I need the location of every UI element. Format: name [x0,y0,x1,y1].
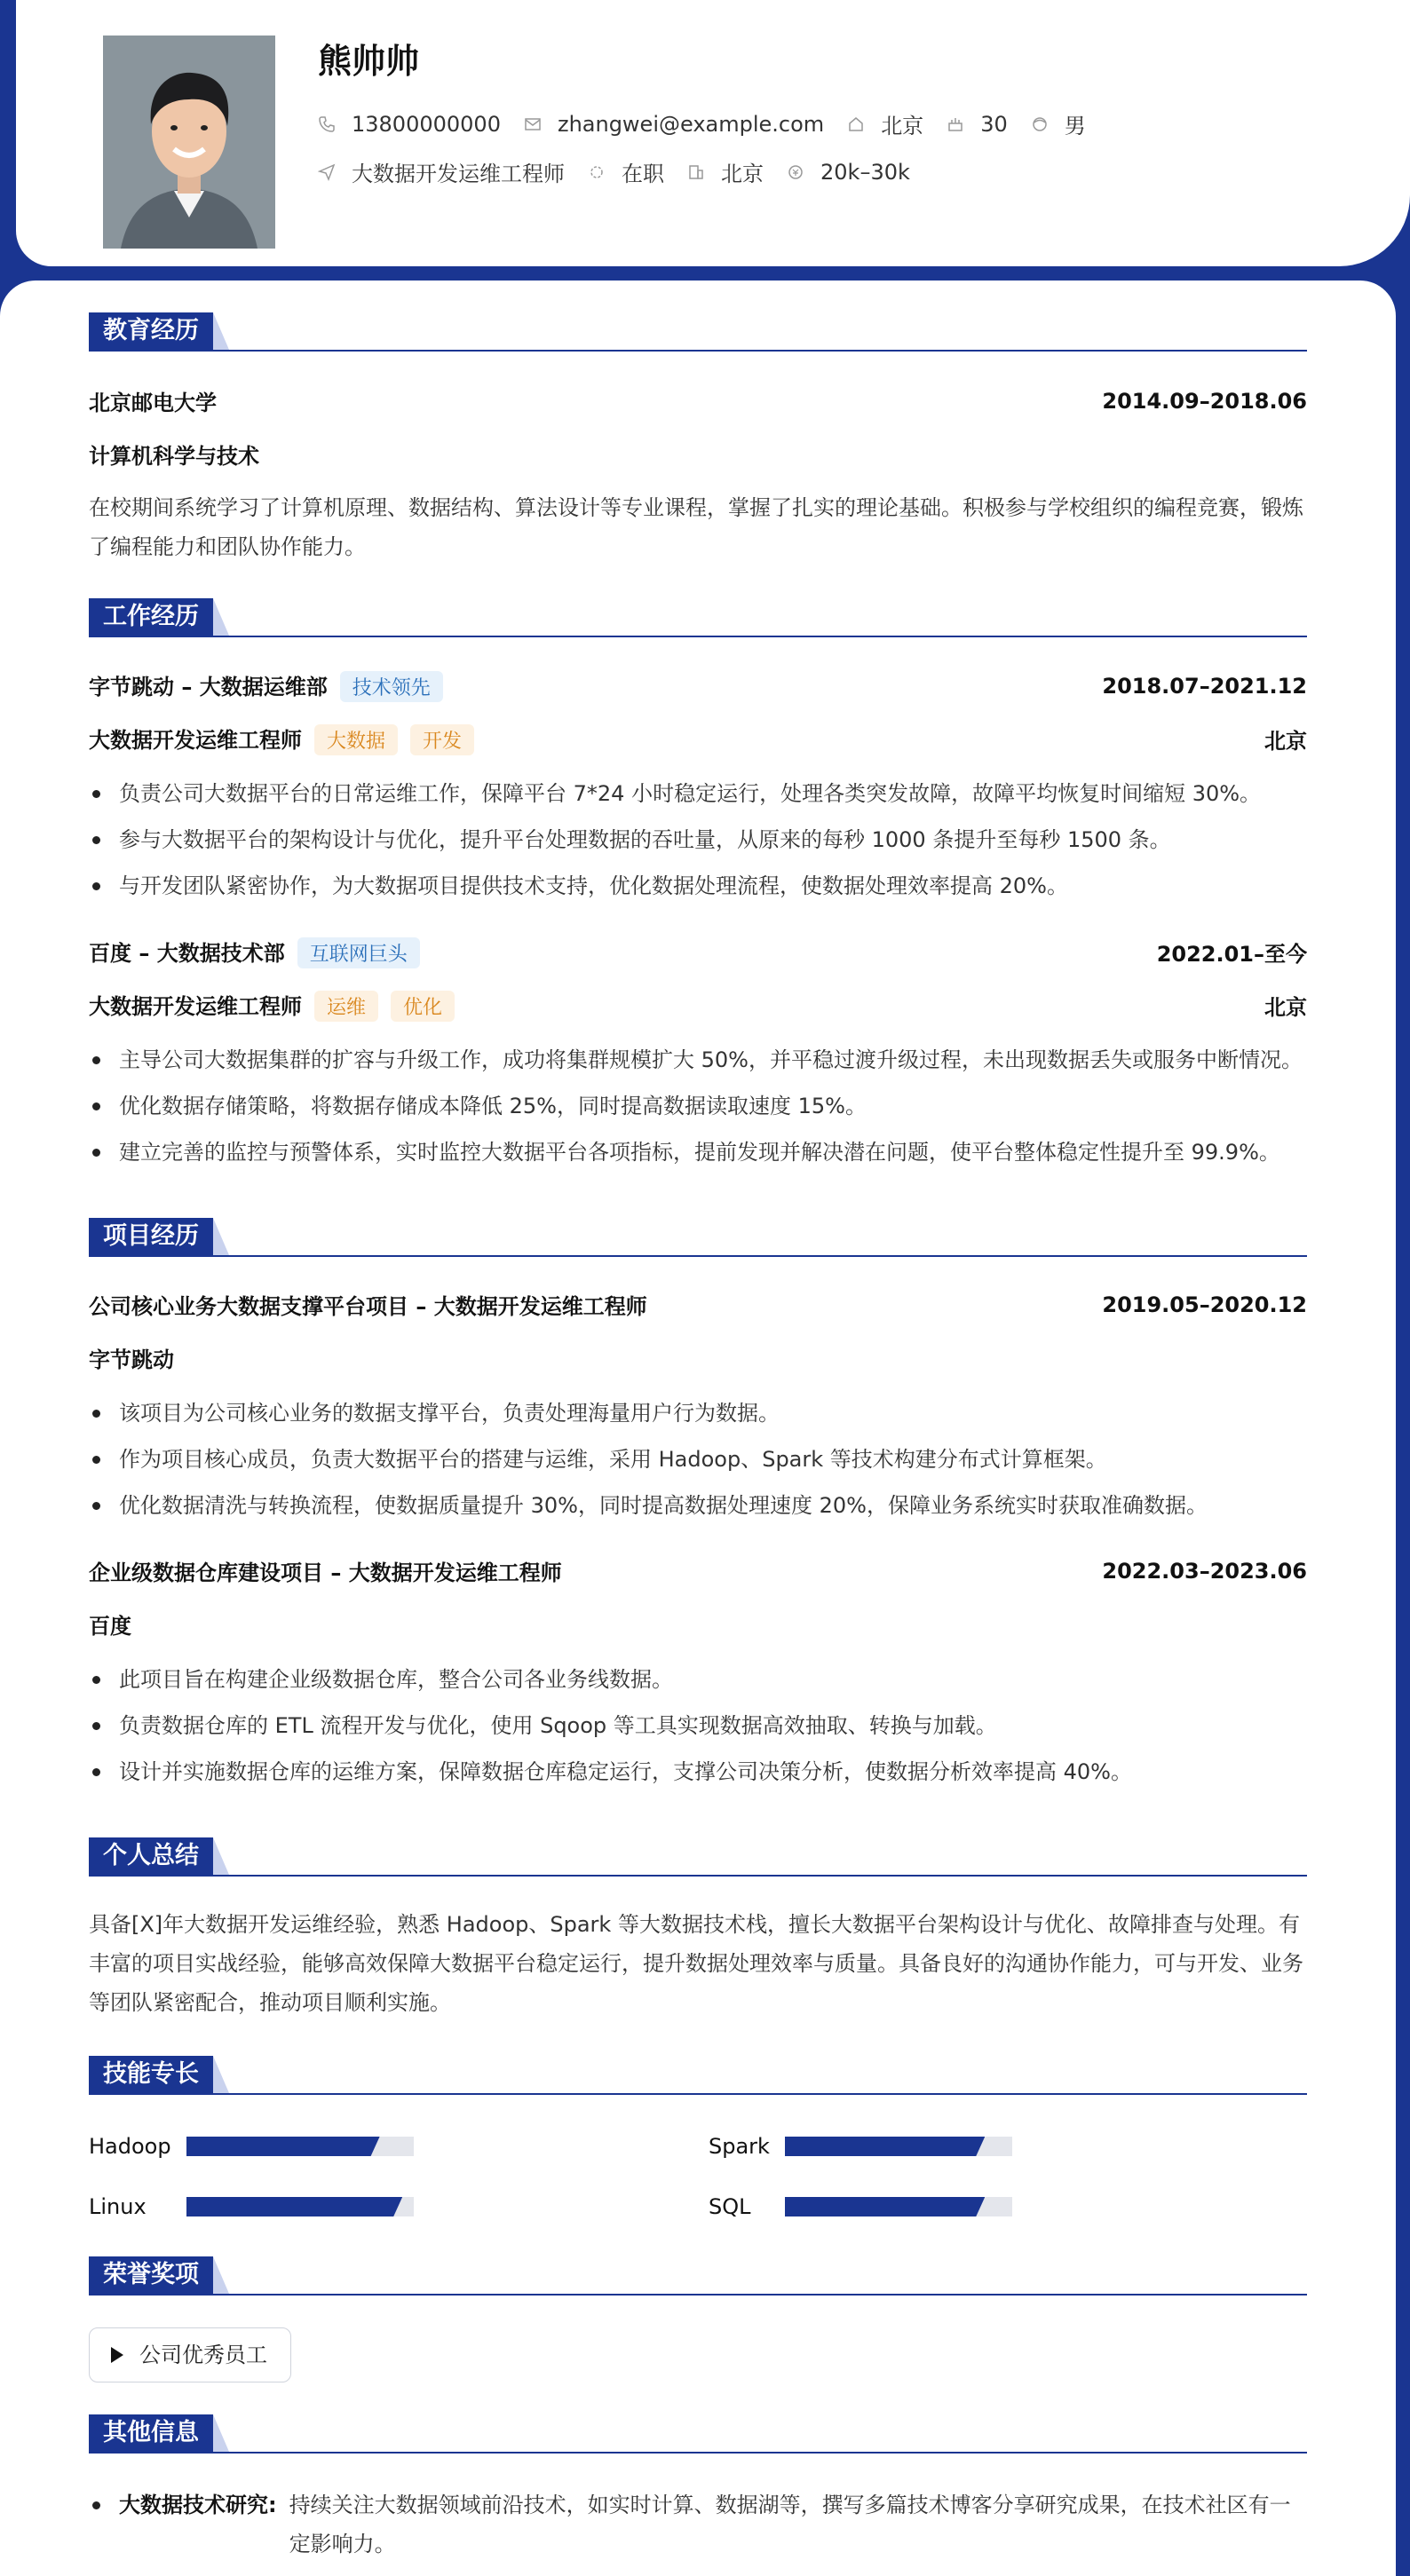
section-title: 荣誉奖项 [89,2256,213,2294]
target-city-item [687,156,764,187]
home-icon [847,115,865,133]
cake-icon [947,115,964,133]
skill-bar [186,2137,414,2156]
school-name: 北京邮电大学 [89,391,217,415]
skill-bar [785,2197,1012,2216]
project-company-row [89,1608,1307,1640]
city-text: 北京 [881,114,924,138]
list-item: 参与大数据平台的架构设计与优化，提升平台处理数据的吞吐量，从原来的每秒 1000 条提升至每秒 1500 条。 [89,817,1307,863]
bullet-dot [89,2485,119,2564]
work-role-row [89,989,1307,1022]
list-item: 该项目为公司核心业务的数据支撑平台，负责处理海量用户行为数据。 [89,1390,1307,1436]
work-header [89,936,1307,968]
work-bullets [89,1037,1307,1175]
section-projects [89,1218,1307,1257]
project-title: 企业级数据仓库建设项目 – 大数据开发运维工程师 [89,1561,562,1585]
section-title: 技能专长 [89,2056,213,2093]
list-item: 负责公司大数据平台的日常运维工作，保障平台 7*24 小时稳定运行，处理各类突发故障，故障平均恢复时间缩短 30%。 [89,770,1307,817]
role [89,989,455,1022]
project-header [89,1289,1307,1320]
skill-bar [186,2197,414,2216]
project-company: 百度 [89,1614,131,1639]
skill-bar-fill [186,2197,402,2216]
contact-row [318,108,1109,139]
work-period: 2022.01–至今 [1156,942,1307,967]
section-summary [89,1837,1307,1877]
gender-text: 男 [1064,114,1086,138]
status-icon [588,163,606,181]
education-major-row [89,439,1307,470]
project-company: 字节跳动 [89,1347,174,1372]
skill-name: Hadoop [89,2134,171,2159]
section-title: 教育经历 [89,312,213,350]
education-desc: 在校期间系统学习了计算机原理、数据结构、算法设计等专业课程，掌握了扎实的理论基础。积极参与学校组织的编程竞赛，锻炼了编程能力和团队协作能力。 [89,495,1303,559]
role-tag: 大数据 [314,724,398,755]
phone-text: 13800000000 [352,111,501,137]
mail-icon [524,115,542,133]
section-awards [89,2256,1307,2295]
skill-bar-fill [785,2197,985,2216]
city-item [847,108,923,139]
project-company-row [89,1342,1307,1373]
summary-text: 具备[X]年大数据开发运维经验，熟悉 Hadoop、Spark 等大数据技术栈，擅长大数据平台架构设计与优化、故障排查与处理。有丰富的项目实战经验，能够高效保障大数据平台稳定运行，提升数据处理效率与质量。具备良好的沟通协作能力，可与开发、业务等团队紧密配合，推动项目顺利实施。 [89,1912,1303,2015]
building-icon [687,163,705,181]
role [89,723,474,755]
other-value: 持续关注大数据领域前沿技术，如实时计算、数据湖等，撰写多篇技术博客分享研究成果，在技术社区有一定影响力。 [289,2493,1291,2556]
role-text: 大数据开发运维工程师 [89,994,302,1019]
job-target-item [318,156,565,187]
skill-name: Linux [89,2194,147,2219]
education-period: 2014.09–2018.06 [1102,388,1307,414]
skill-name: Spark [709,2134,770,2159]
list-item: 负责数据仓库的 ETL 流程开发与优化，使用 Sqoop 等工具实现数据高效抽取、转换与加载。 [89,1703,1307,1749]
section-title: 个人总结 [89,1837,213,1875]
salary-text: 20k–30k [820,159,910,185]
email-item [524,112,824,137]
role-tag: 优化 [391,991,455,1022]
section-title: 项目经历 [89,1218,213,1255]
section-title: 工作经历 [89,598,213,636]
list-item: 主导公司大数据集群的扩容与升级工作，成功将集群规模扩大 50%，并平稳过渡升级过程，未出现数据丢失或服务中断情况。 [89,1037,1307,1083]
money-icon [787,163,804,181]
project-period: 2019.05–2020.12 [1102,1292,1307,1317]
skill-item [89,2194,414,2219]
list-item: 优化数据清洗与转换流程，使数据质量提升 30%，同时提高数据处理速度 20%，保障业务系统实时获取准确数据。 [89,1482,1307,1529]
list-item: 设计并实施数据仓库的运维方案，保障数据仓库稳定运行，支撑公司决策分析，使数据分析效率提高 40%。 [89,1749,1307,1795]
gender-icon [1031,115,1049,133]
company-text: 百度 – 大数据技术部 [89,941,285,966]
skill-bar-fill [785,2137,985,2156]
skill-item [709,2194,1012,2219]
skill-name: SQL [709,2194,751,2219]
avatar [103,36,275,249]
other-item [89,2485,1307,2564]
project-title: 公司核心业务大数据支撑平台项目 – 大数据开发运维工程师 [89,1294,647,1319]
list-item: 建立完善的监控与预警体系，实时监控大数据平台各项指标，提前发现并解决潜在问题，使平台整体稳定性提升至 99.9%。 [89,1129,1307,1175]
award-chip: 公司优秀员工 [89,2327,291,2382]
work-role-row [89,723,1307,755]
company-text: 字节跳动 – 大数据运维部 [89,675,328,699]
work-bullets [89,770,1307,909]
list-item: 此项目旨在构建企业级数据仓库，整合公司各业务线数据。 [89,1656,1307,1703]
company-name [89,936,420,968]
status-text: 在职 [622,162,664,186]
skill-bar [785,2137,1012,2156]
project-bullets [89,1390,1307,1529]
job-intent-row [318,156,933,187]
section-education [89,312,1307,352]
list-item: 作为项目核心成员，负责大数据平台的搭建与运维，采用 Hadoop、Spark 等技术构建分布式计算框架。 [89,1436,1307,1482]
project-bullets [89,1656,1307,1795]
work-city: 北京 [1264,729,1307,754]
list-item: 与开发团队紧密协作，为大数据项目提供技术支持，优化数据处理流程，使数据处理效率提高 20%。 [89,863,1307,909]
role-tag: 运维 [314,991,378,1022]
phone-icon [318,115,336,133]
status-item [588,156,664,187]
other-key: 大数据技术研究: [119,2493,277,2517]
company-tag: 互联网巨头 [297,937,420,968]
role-text: 大数据开发运维工程师 [89,728,302,753]
work-city: 北京 [1264,995,1307,1020]
work-header [89,669,1307,702]
send-icon [318,163,336,181]
section-title: 其他信息 [89,2414,213,2452]
company-name [89,669,443,702]
company-tag: 技术领先 [340,671,443,702]
target-city-text: 北京 [721,162,764,186]
gender-item [1031,108,1086,139]
phone-item [318,112,501,137]
age-item [947,112,1008,137]
job-target-text: 大数据开发运维工程师 [352,162,565,186]
section-other [89,2414,1307,2454]
email-text: zhangwei@example.com [557,111,825,137]
profile-header [16,0,1410,266]
role-tag: 开发 [410,724,474,755]
skill-bar-fill [186,2137,380,2156]
work-period: 2018.07–2021.12 [1102,673,1307,699]
candidate-name: 熊帅帅 [318,42,420,81]
section-work [89,598,1307,637]
major: 计算机科学与技术 [89,444,259,469]
project-header [89,1555,1307,1586]
skill-item [89,2134,414,2159]
age-text: 30 [980,111,1008,137]
skill-item [709,2134,1012,2159]
education-header [89,385,1307,416]
section-skills [89,2056,1307,2095]
list-item: 优化数据存储策略，将数据存储成本降低 25%，同时提高数据读取速度 15%。 [89,1083,1307,1129]
project-period: 2022.03–2023.06 [1102,1558,1307,1584]
salary-item [787,160,910,185]
